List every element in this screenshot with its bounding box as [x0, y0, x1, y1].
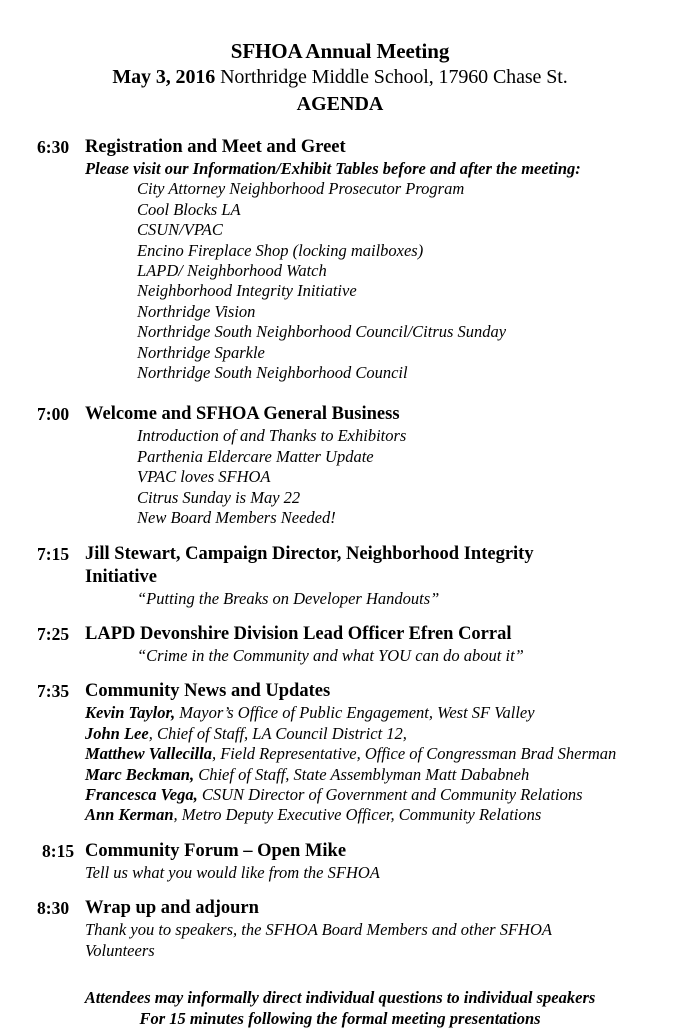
speaker-role: CSUN Director of Government and Community Relations: [197, 784, 583, 804]
speaker-name: Francesca Vega,: [85, 784, 198, 804]
document-subtitle: AGENDA: [296, 93, 384, 115]
speaker-name: Kevin Taylor,: [85, 703, 176, 723]
agenda-item-heading: [37, 403, 650, 426]
agenda-title-community-news: Community News and Updates: [85, 681, 331, 702]
spacer: [37, 883, 650, 897]
welcome-topic: Parthenia Eldercare Matter Update: [137, 446, 374, 466]
agenda-time-wrapup: 8:30: [37, 898, 70, 919]
exhibit-tables-note: Please visit our Information/Exhibit Tables before and after the meeting:: [85, 159, 581, 178]
spacer: [37, 383, 650, 403]
agenda-title-lapd: LAPD Devonshire Division Lead Officer Efren Corral: [85, 623, 512, 644]
agenda-list: [0, 136, 680, 961]
exhibitor-item: Cool Blocks LA: [137, 199, 241, 219]
exhibitor-item: LAPD/ Neighborhood Watch: [137, 261, 327, 281]
agenda-title-registration: Registration and Meet and Greet: [85, 137, 346, 157]
speaker-entry: [85, 744, 630, 764]
agenda-title-forum: Community Forum – Open Mike: [85, 840, 347, 861]
speaker-entry: [85, 703, 630, 723]
agenda-title-jill-stewart: Jill Stewart, Campaign Director, Neighborhood Integrity Initiative: [85, 543, 534, 587]
agenda-item-wrapup: [37, 897, 650, 961]
agenda-item-heading: [37, 897, 650, 920]
agenda-time-forum: 8:15: [42, 840, 75, 861]
welcome-topic: New Board Members Needed!: [137, 508, 336, 528]
jill-stewart-quote: “Putting the Breaks on Developer Handouts”: [137, 588, 440, 608]
speaker-role: , Metro Deputy Executive Officer, Community Relations: [173, 805, 542, 825]
agenda-item-lapd: [37, 623, 650, 666]
meeting-venue: Northridge Middle School, 17960 Chase St.: [220, 66, 568, 88]
agenda-time-lapd: 7:25: [37, 623, 70, 644]
agenda-title-welcome: Welcome and SFHOA General Business: [85, 404, 400, 425]
agenda-title-wrapup: Wrap up and adjourn: [85, 898, 259, 919]
agenda-item-heading: [37, 136, 650, 159]
speaker-name: Ann Kerman: [85, 805, 174, 825]
agenda-item-forum: [37, 840, 650, 883]
exhibitor-item: Northridge Vision: [137, 301, 256, 321]
spacer: [37, 666, 650, 680]
agenda-item-community-news: [37, 680, 650, 825]
exhibitor-item: Encino Fireplace Shop (locking mailboxes): [137, 240, 424, 260]
exhibitor-item: CSUN/VPAC: [137, 220, 223, 240]
exhibitor-item: Northridge Sparkle: [137, 342, 265, 362]
speaker-role: , Chief of Staff, LA Council District 12,: [148, 723, 407, 743]
lapd-quote: “Crime in the Community and what YOU can do about it”: [137, 645, 524, 665]
spacer: [37, 609, 650, 623]
document-header: [0, 0, 680, 117]
agenda-time-jill-stewart: 7:15: [37, 543, 70, 564]
welcome-topic: VPAC loves SFHOA: [137, 467, 271, 487]
speaker-role: Mayor’s Office of Public Engagement, West SF Valley: [175, 703, 535, 723]
agenda-time-community-news: 7:35: [37, 681, 70, 702]
agenda-item-heading: [37, 623, 650, 646]
speaker-name: Matthew Vallecilla: [85, 744, 212, 764]
welcome-topic: Introduction of and Thanks to Exhibitors: [137, 426, 407, 446]
spacer: [37, 529, 650, 543]
meeting-date-venue: [0, 64, 680, 91]
document-footer: [0, 987, 680, 1029]
agenda-item-welcome: [37, 403, 650, 528]
agenda-time-welcome: 7:00: [37, 404, 70, 425]
agenda-item-jill-stewart: [37, 543, 650, 609]
welcome-topic: Citrus Sunday is May 22: [137, 487, 301, 507]
speaker-entry: [85, 805, 630, 825]
meeting-date: May 3, 2016: [112, 66, 216, 88]
forum-note: Tell us what you would like from the SFHOA: [85, 862, 380, 882]
exhibitor-item: Neighborhood Integrity Initiative: [137, 281, 357, 301]
agenda-item-heading: [37, 543, 650, 589]
speaker-role: Chief of Staff, State Assemblyman Matt Dababneh: [194, 764, 530, 784]
speaker-entry: [85, 724, 630, 744]
wrapup-note: Thank you to speakers, the SFHOA Board Members and other SFHOA Volunteers: [85, 920, 552, 960]
speaker-entry: [85, 785, 630, 805]
footer-line-2: For 15 minutes following the formal meeting presentations: [139, 1008, 541, 1028]
speaker-role: , Field Representative, Office of Congressman Brad Sherman: [211, 744, 617, 764]
page-title: SFHOA Annual Meeting: [230, 39, 450, 63]
spacer: [37, 826, 650, 840]
speaker-entry: [85, 765, 630, 785]
exhibitor-item: Northridge South Neighborhood Council/Citrus Sunday: [137, 322, 507, 342]
agenda-item-heading: [37, 840, 650, 863]
agenda-time-registration: 6:30: [37, 137, 70, 157]
exhibitor-item: City Attorney Neighborhood Prosecutor Program: [137, 179, 465, 199]
footer-line-1: Attendees may informally direct individual questions to individual speakers: [84, 987, 596, 1007]
speaker-name: Marc Beckman,: [85, 764, 195, 784]
agenda-item-registration: [37, 136, 650, 383]
exhibitor-item: Northridge South Neighborhood Council: [137, 363, 408, 383]
agenda-item-heading: [37, 680, 650, 703]
speaker-name: John Lee: [85, 723, 149, 743]
